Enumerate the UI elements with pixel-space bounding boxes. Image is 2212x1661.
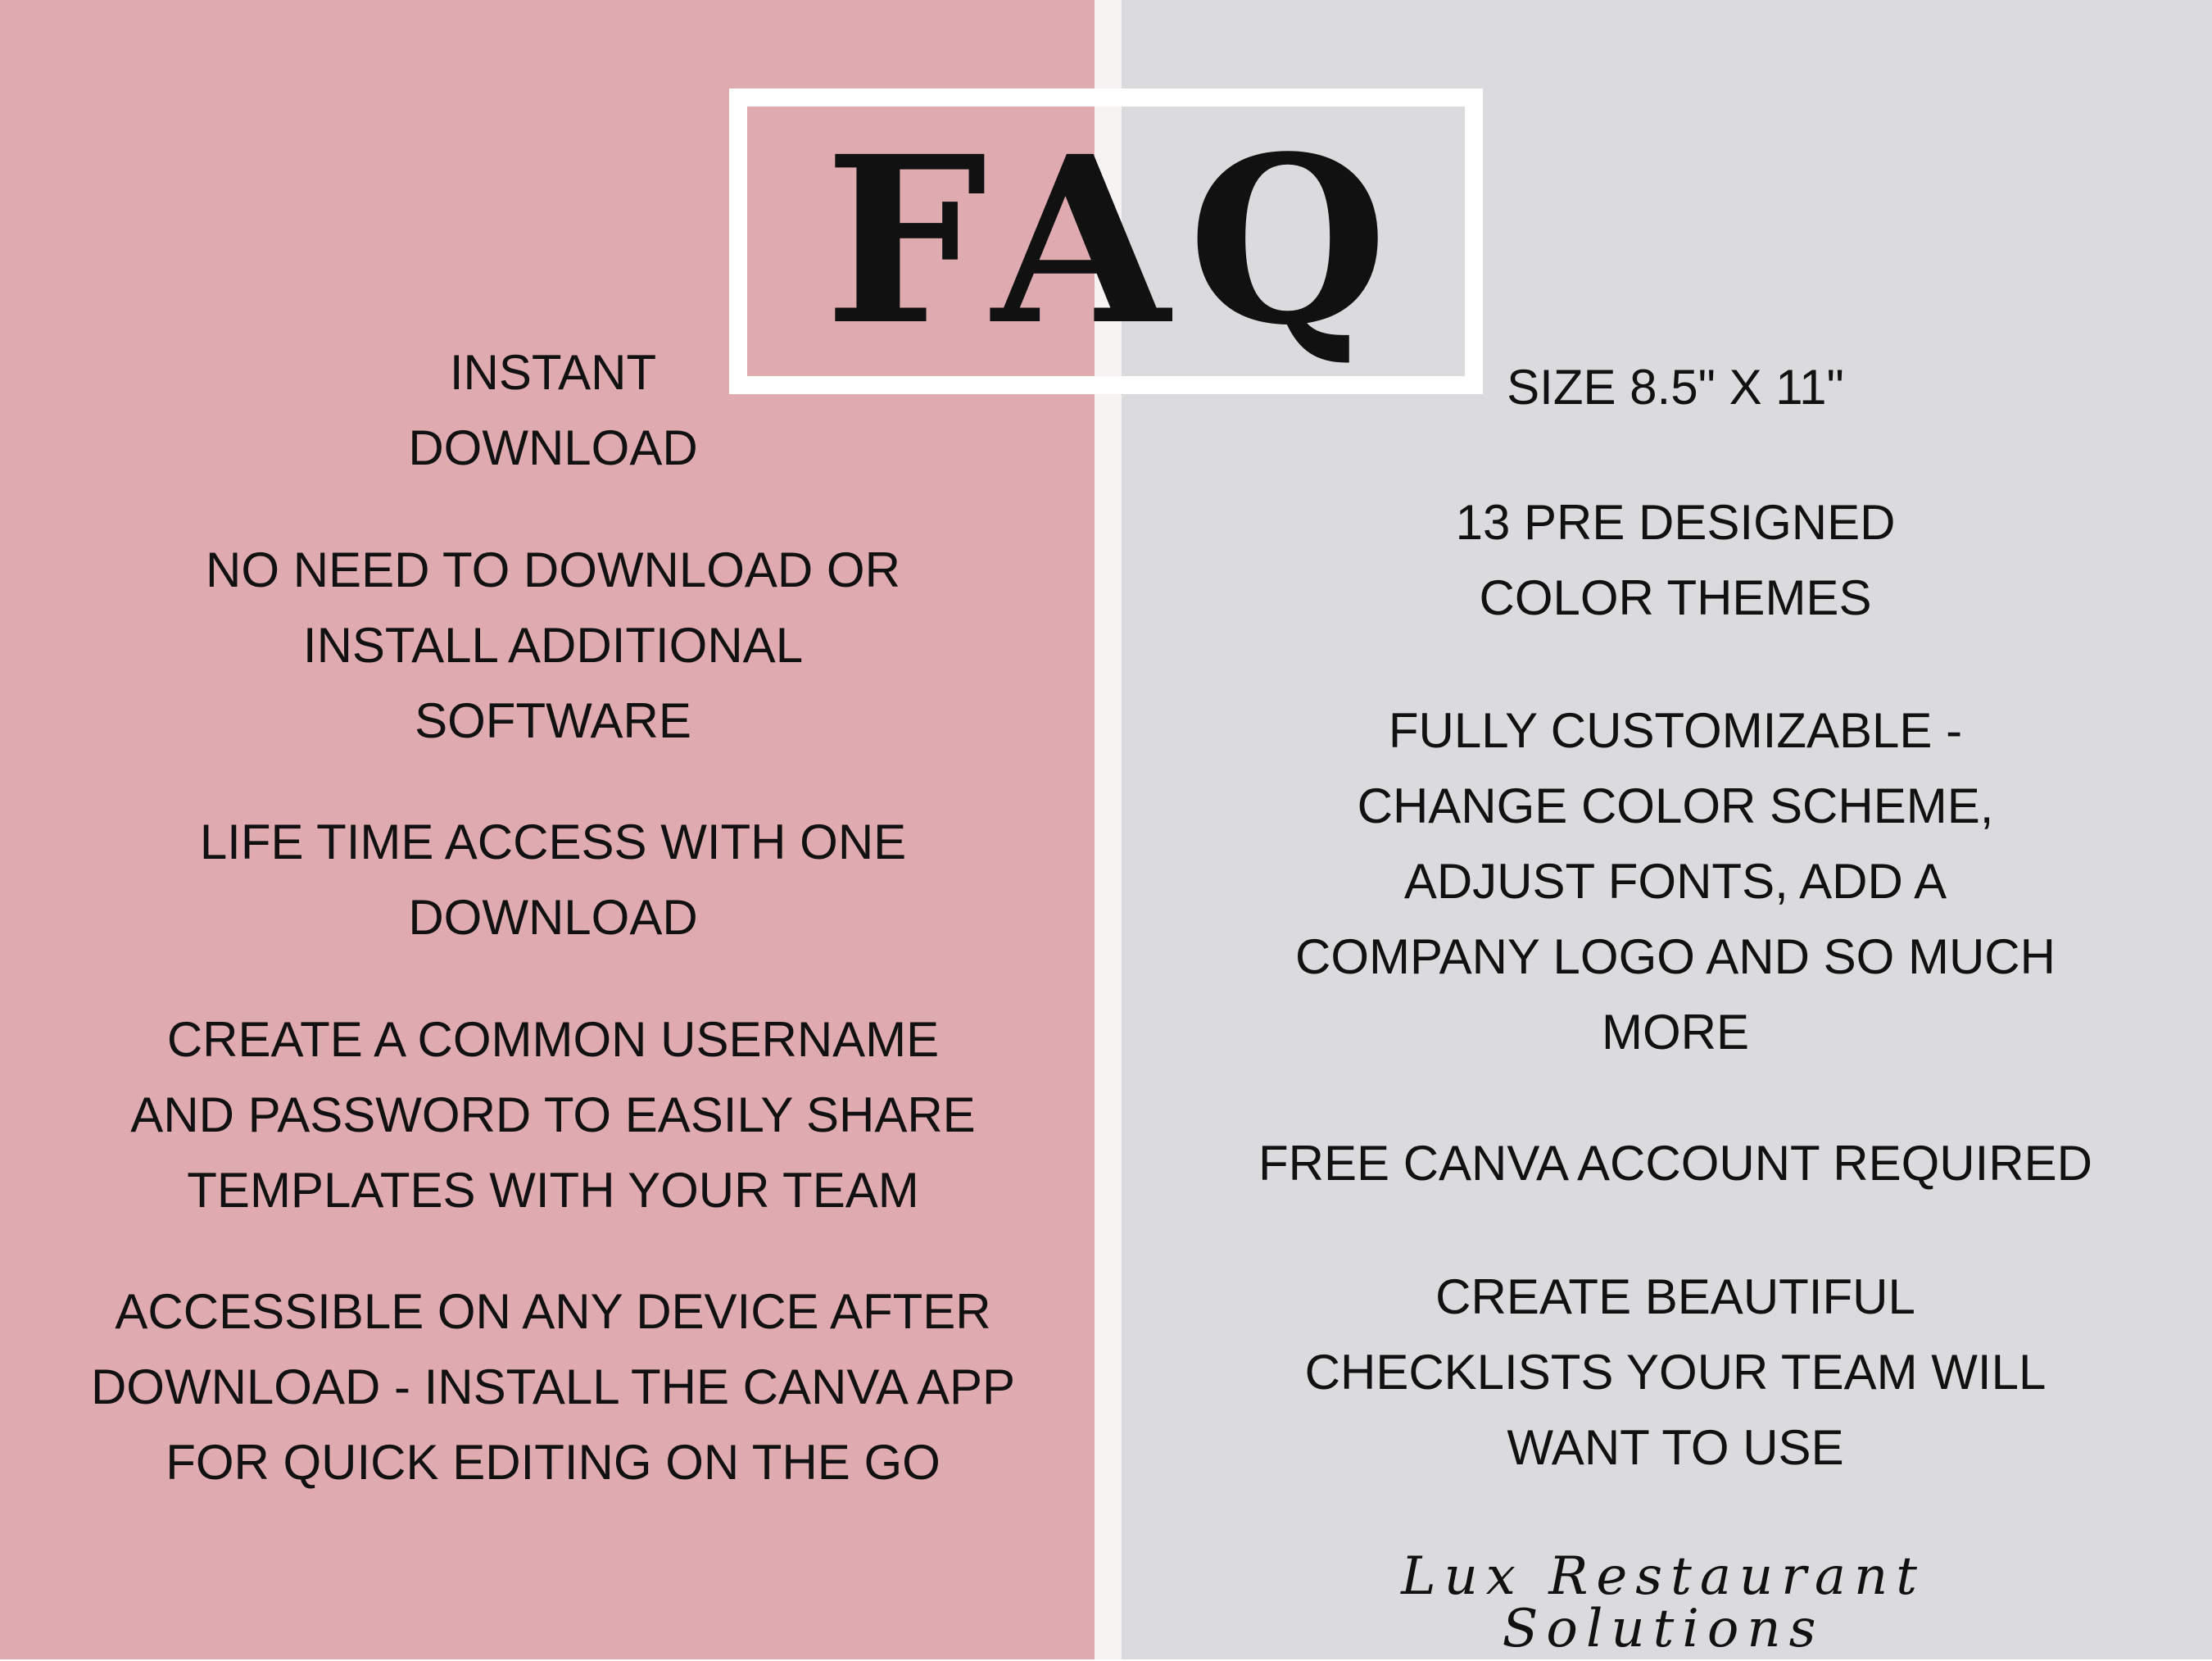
faq-item: CREATE BEAUTIFUL CHECKLISTS YOUR TEAM WILL WANT TO USE bbox=[1304, 1269, 2047, 1475]
faq-item: LIFE TIME ACCESS WITH ONE DOWNLOAD bbox=[199, 815, 907, 945]
faq-item: FREE CANVA ACCOUNT REQUIRED bbox=[1258, 1136, 2092, 1191]
faq-item: FULLY CUSTOMIZABLE - CHANGE COLOR SCHEME, ADJUST FONTS, ADD A COMPANY LOGO AND SO MUCH MORE bbox=[1295, 703, 2056, 1060]
faq-item: CREATE A COMMON USERNAME AND PASSWORD TO EASILY SHARE TEMPLATES WITH YOUR TEAM bbox=[130, 1012, 976, 1218]
faq-item: ACCESSIBLE ON ANY DEVICE AFTER DOWNLOAD - INSTALL THE CANVA APP FOR QUICK EDITING ON THE GO bbox=[90, 1284, 1016, 1490]
faq-item: 13 PRE DESIGNED COLOR THEMES bbox=[1455, 495, 1896, 625]
page-title: FAQ bbox=[824, 106, 1406, 376]
faq-item: SIZE 8.5" X 11" bbox=[1507, 360, 1844, 415]
brand-signature: Lux Restaurant Solutions bbox=[1262, 1550, 2065, 1661]
faq-item: INSTANT DOWNLOAD bbox=[408, 345, 698, 475]
faq-item: NO NEED TO DOWNLOAD OR INSTALL ADDITIONAL SOFTWARE bbox=[206, 542, 900, 748]
